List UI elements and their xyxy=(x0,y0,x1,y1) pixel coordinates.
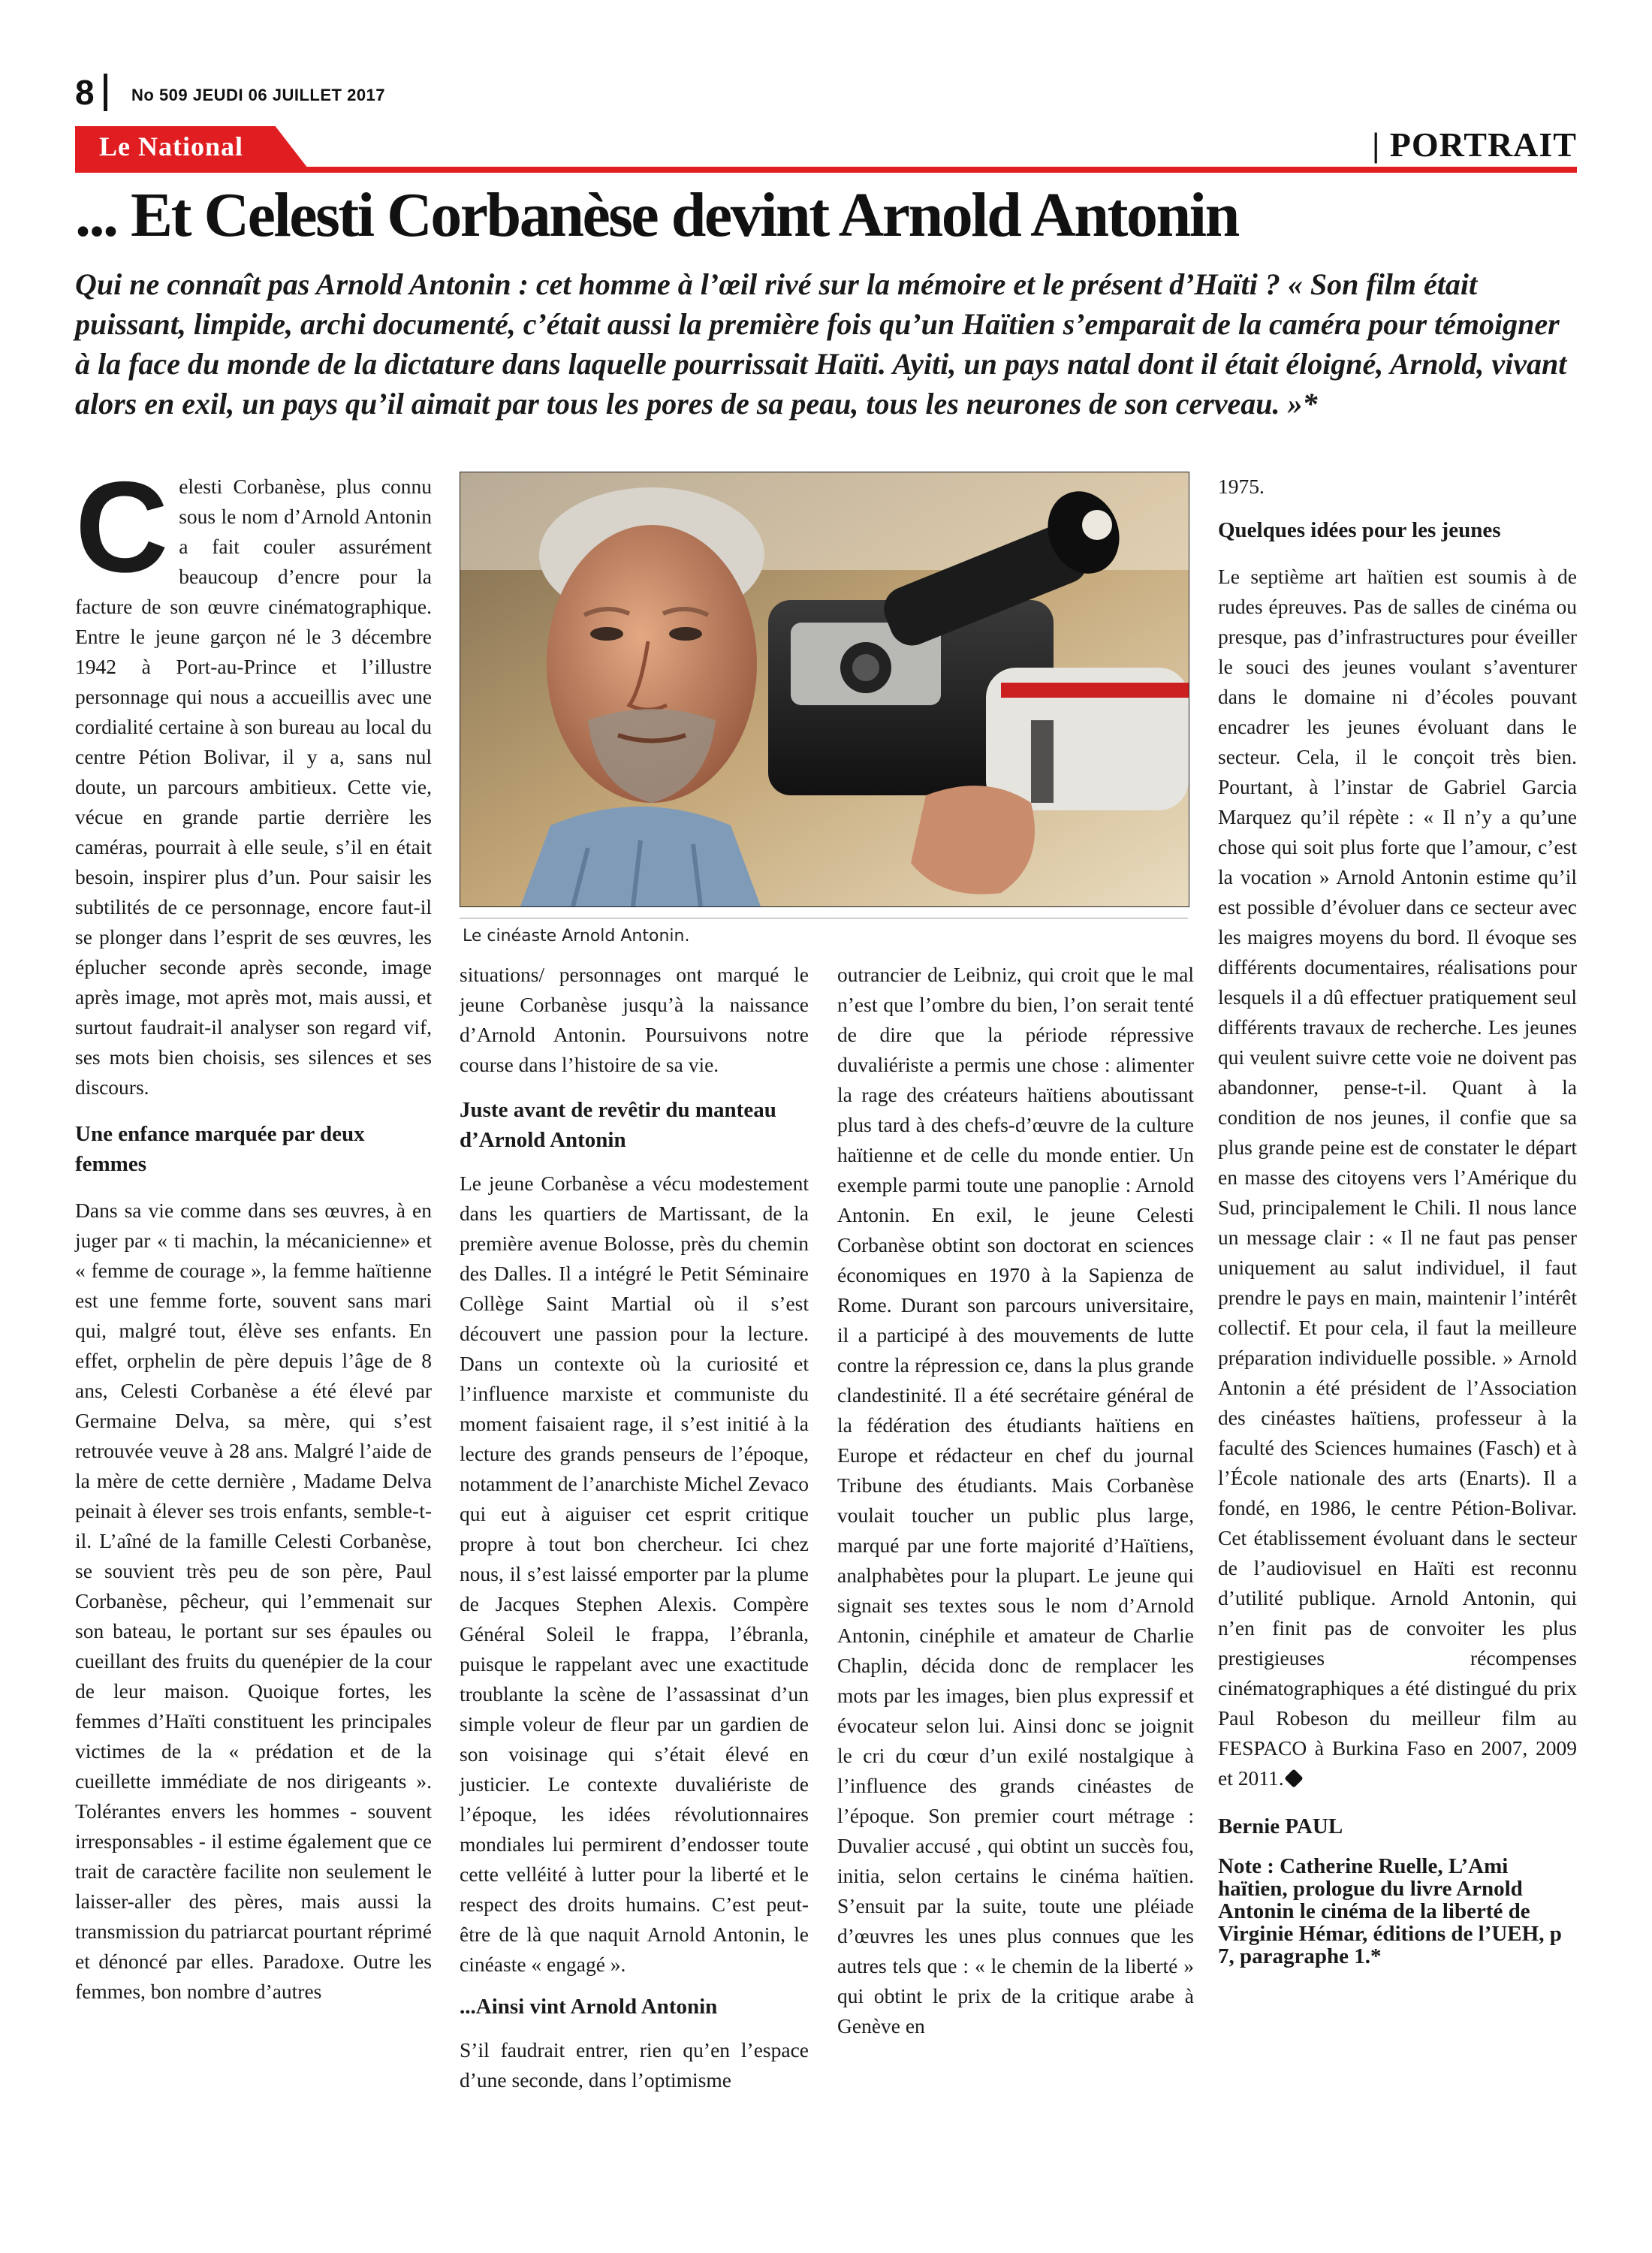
paragraph-ainsi-vint: S’il faudrait entrer, rien qu’en l’espace d’une seconde, dans l’optimisme xyxy=(460,2038,809,2092)
article-column-3 xyxy=(837,960,1194,2041)
photo-caption: Le cinéaste Arnold Antonin. xyxy=(463,927,690,946)
intro-paragraph xyxy=(75,455,432,1102)
article-column-2 xyxy=(460,960,809,2095)
subhead-manteau: Juste avant de revêtir du manteau d’Arnold Antonin xyxy=(460,1098,776,1152)
article-column-4 xyxy=(1218,472,1577,1968)
paragraph-exil: outrancier de Leibniz, qui croit que le mal n’est que l’ombre du bien, l’on serait tenté de dire que la période répressive duvaliériste a permis une chose : alimenter la rage des créateurs haïtiens aboutissant plus tard à des chefs-d’œuvre de la culture haïtienne et de celle du monde entier. Un exemple parmi toute une panoplie : Arnold Antonin. En exil, le jeune Celesti Corbanèse obtint son doctorat en sciences économiques en 1970 à la Sapienza de Rome. Durant son parcours universitaire, il a participé à des mouvements de lutte contre la répression ce, dans la plus grande clandestinité. Il a été secrétaire général de la fédération des étudiants haïtiens en Europe et rédacteur en chef du journal Tribune des étudiants. Mais Corbanèse voulait toucher un public plus large, marqué par une forte majorité d’Haïtiens, analphabètes pour la plupart. Le jeune qui signait ses textes sous le nom d’Arnold Antonin, cinéphile et amateur de Charlie Chaplin, décida donc de remplacer les mots par les images, bien plus expressif et évocateur selon lui. Ainsi donc se joignit le cri du cœur d’un exilé nostalgique à l’influence des grands cinéastes de l’époque. Son premier court métrage : Duvalier accusé , qui obtint un succès fou, initia, selon certains le cinéma haïtien. S’ensuit par la suite, toute une pléiade d’œuvres les unes plus connues que les autres tels que : « le chemin de la liberté » qui obtint le prix de la critique arabe à Genève en xyxy=(837,963,1194,2037)
paragraph-enfance: Dans sa vie comme dans ses œuvres, à en juger par « ti machin, la mécanicienne» et « femme de courage », la femme haïtienne est une femme forte, souvent sans mari qui, malgré tout, élève ses enfants. En effet, orphelin de père depuis l’âge de 8 ans, Celesti Corbanèse a été élevé par Germaine Delva, sa mère, qui s’est retrouvée veuve à 28 ans. Malgré l’aide de la mère de cette dernière , Madame Delva peinait à élever ses trois enfants, semble-t-il. L’aîné de la famille Celesti Corbanèse, se souvient très peu de son père, Paul Corbanèse, pêcheur, qui l’emmenait sur son bateau, le portant sur ses épaules ou cueillant des fruits du quenépier de la cour de leur maison. Quoique fortes, les femmes d’Haïti constituent les principales victimes de la « prédation et de la cueillette immédiate de nos dirigeants ». Tolérantes envers les hommes - souvent irresponsables - il estime également que ce trait de caractère facilite non seulement le laisser-aller des pères, mais aussi la transmission du patriarcat pourtant réprimé et dénoncé par elles. Paradoxe. Outre les femmes, bon nombre d’autres xyxy=(75,1199,432,2003)
author-byline: Bernie PAUL xyxy=(1218,1814,1343,1838)
paragraph-continued-year: 1975. xyxy=(1218,475,1265,498)
paragraph-continued: situations/ personnages ont marqué le jeune Corbanèse jusqu’à la naissance d’Arnold Antonin. Poursuivons notre course dans l’histoire de sa vie. xyxy=(460,963,809,1076)
page-number: 8 xyxy=(75,73,95,112)
paragraph-manteau: Le jeune Corbanèse a vécu modestement dans les quartiers de Martissant, de la première avenue Bolosse, près du chemin des Dalles. Il a intégré le Petit Séminaire Collège Saint Martial où il s’est découvert une passion pour la lecture. Dans un contexte où la curiosité et l’influence marxiste et communiste du moment faisaient rage, il s’est initié à la lecture des grands penseurs de l’époque, notamment de l’anarchiste Michel Zevaco qui eut à aiguiser cet esprit critique propre à tout bon chercheur. Ici chez nous, il s’est laissé emporter par la plume de Jacques Stephen Alexis. Compère Général Soleil le frappa, l’ébranla, puisque le rappelant avec une exactitude troublante la scène de l’assassinat d’un simple voleur de fleur par un gardien de son voisinage qui s’était élevé en justicier. Le contexte duvaliériste de l’époque, les idées révolutionnaires mondiales lui permirent d’endosser toute cette velléité à lutter pour la liberté et le respect des droits humains. C’est peut-être de là que naquit Arnold Antonin, le cinéaste « engagé ». xyxy=(460,1172,809,1976)
portrait-photo xyxy=(460,472,1189,907)
subhead-ainsi-vint: ...Ainsi vint Arnold Antonin xyxy=(460,1995,718,2019)
issue-dateline: No 509 JEUDI 06 JUILLET 2017 xyxy=(131,86,386,104)
intro-text: elesti Corbanèse, plus connu sous le nom d’Arnold Antonin a fait couler assurément beaucoup d’encre pour la facture de son œuvre cinématographique. Entre le jeune garçon né le 3 décembre 1942 à Port-au-Prince et l’illustre personnage qui nous a accueillis avec une cordialité certaine à son bureau au local du centre Pétion Bolivar, il y a, sans nul doute, un parcours ambitieux. Cette vie, vécue en grande partie derrière les caméras, pourrait à elle seule, s’il en était besoin, inspirer plus d’un. Pour saisir les subtilités de ce personnage, encore faut-il se plonger dans l’esprit de ses œuvres, les éplucher seconde après seconde, image après image, mot après mot, mais aussi, et surtout faudrait-il analyser son regard vif, ses mots bien choisis, ses silences et ses discours. xyxy=(75,475,432,1099)
source-note: Note : Catherine Ruelle, L’Ami haïtien, prologue du livre Arnold Antonin le cinéma de la liberté de Virginie Hémar, éditions de l’UEH, p 7, paragraphe 1.* xyxy=(1218,1854,1562,1968)
subhead-enfance: Une enfance marquée par deux femmes xyxy=(75,1122,365,1176)
photo-illustration xyxy=(460,472,1189,906)
article-headline: ... Et Celesti Corbanèse devint Arnold Antonin xyxy=(75,180,1238,250)
article-column-1 xyxy=(75,455,432,2007)
page-number-divider xyxy=(104,74,107,111)
brand-name: Le National xyxy=(99,131,244,161)
header-rule xyxy=(75,167,1577,173)
drop-cap: C xyxy=(75,455,169,599)
paragraph-jeunes: Le septième art haïtien est soumis à de rudes épreuves. Pas de salles de cinéma ou presque, pas d’infrastructures pour éveiller le souci des jeunes voulant s’aventurer dans le domaine ni d’écoles pouvant encadrer les jeunes évoluant dans le secteur. Cela, il le conçoit très bien. Pourtant, à l’instar de Gabriel Garcia Marquez qu’il répète : « Il n’y a qu’une chose qui soit plus forte que l’amour, c’est la vocation » Arnold Antonin estime qu’il est possible d’évoluer dans ce secteur avec les maigres moyens du bord. Il évoque ses différents documentaires, réalisations pour lesquels il a dû effectuer pratiquement seul différents travaux de recherche. Les jeunes qui veulent suivre cette voie ne doivent pas abandonner, pense-t-il. Quant à la condition de nos jeunes, il confie que sa plus grande peine est de constater le départ en masse des citoyens vers l’Amérique du Sud, principalement le Chili. Il nous lance un message clair : « Il ne faut pas penser uniquement au salut individuel, il faut prendre le pays en main, maintenir l’intérêt collectif. Et pour cela, il faut la meilleure préparation individuelle possible. » Arnold Antonin a été président de l’Association des cinéastes haïtiens, professeur à la faculté des Sciences humaines (Fasch) et à l’École nationale des arts (Enarts). Il a fondé, en 1986, le centre Pétion-Bolivar. Cet établissement évoluant dans le secteur de l’audiovisuel en Haïti est reconnu d’utilité publique. Arnold Antonin, qui n’en finit pas de convoiter les plus prestigieuses récompenses cinématographiques a été distingué du prix Paul Robeson du meilleur film au FESPACO à Burkina Faso en 2007, 2009 et 2011. xyxy=(1218,565,1577,1790)
subhead-jeunes: Quelques idées pour les jeunes xyxy=(1218,518,1501,542)
section-label: | PORTRAIT xyxy=(1372,125,1577,164)
article-lead: Qui ne connaît pas Arnold Antonin : cet homme à l’œil rivé sur la mémoire et le présent d’Haïti ? « Son film était puissant, limpide, archi documenté, c’était aussi la première fois qu’un Haïtien s’emparait de la caméra pour témoigner à la face du monde de la dictature dans laquelle pourrissait Haïti. Ayiti, un pays natal dont il était éloigné, Arnold, vivant alors en exil, un pays qu’il aimait par tous les pores de sa peau, tous les neurones de son cerveau. »* xyxy=(75,267,1567,421)
end-of-article-mark xyxy=(1284,1769,1303,1787)
